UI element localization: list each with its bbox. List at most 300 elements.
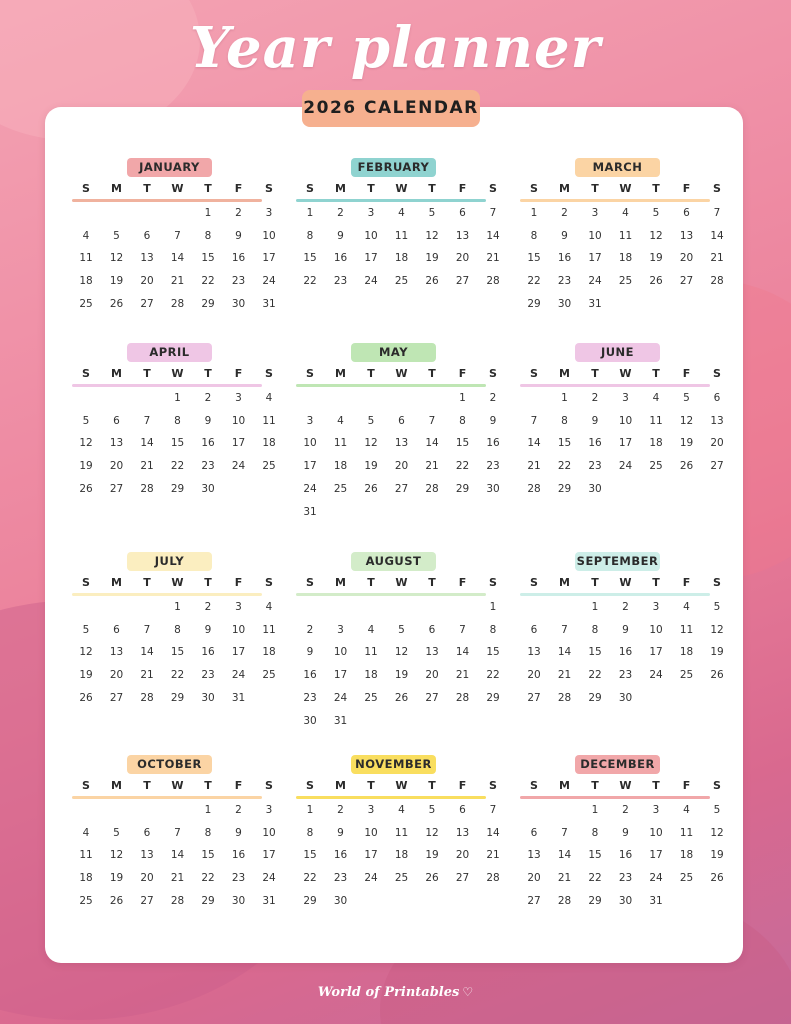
day-cell: 8 (204, 826, 212, 839)
day-cell: 25 (618, 275, 633, 288)
day-cell: 12 (649, 229, 663, 242)
day-cell: 25 (394, 872, 409, 885)
day-cell: 25 (262, 669, 276, 682)
day-cell: 5 (82, 414, 90, 427)
month-november (296, 755, 500, 935)
day-cell: 15 (486, 646, 500, 659)
weekday-header (520, 366, 721, 382)
weekday-label: W (171, 779, 184, 792)
month-august (296, 552, 500, 732)
day-cell: 22 (303, 275, 317, 288)
day-cell: 15 (588, 646, 602, 659)
day-cell: 6 (459, 804, 466, 816)
day-cell: 7 (489, 804, 497, 816)
day-cell: 19 (79, 460, 93, 473)
day-cell: 22 (201, 275, 215, 288)
day-cell: 3 (235, 392, 242, 404)
day-grid (520, 799, 724, 939)
day-cell: 12 (679, 414, 694, 427)
day-cell: 12 (425, 229, 439, 242)
day-cell: 27 (394, 482, 409, 495)
day-cell: 29 (201, 894, 215, 907)
day-cell: 11 (262, 414, 276, 427)
day-cell: 14 (557, 849, 572, 862)
day-cell: 6 (530, 623, 538, 636)
day-cell: 23 (618, 872, 633, 885)
weekday-label: M (559, 367, 570, 380)
day-cell: 25 (649, 460, 663, 473)
weekday-label: S (306, 576, 314, 589)
day-cell: 25 (364, 691, 378, 704)
weekday-label: W (171, 367, 184, 380)
day-cell: 6 (683, 207, 690, 219)
day-cell: 15 (170, 437, 185, 450)
day-grid (520, 387, 724, 527)
weekday-label: T (591, 182, 599, 195)
day-cell: 25 (679, 872, 694, 885)
day-cell: 19 (649, 252, 663, 265)
day-cell: 16 (201, 437, 215, 450)
day-cell: 18 (333, 460, 348, 473)
month-label: APRIL (127, 343, 212, 362)
day-cell: 2 (306, 623, 314, 636)
day-cell: 2 (489, 392, 497, 404)
day-cell: 27 (109, 482, 124, 495)
day-cell: 10 (303, 437, 317, 450)
day-grid (72, 387, 276, 527)
weekday-label: F (234, 367, 243, 380)
day-cell: 10 (231, 623, 246, 636)
day-cell: 5 (652, 207, 660, 219)
weekday-label: F (682, 182, 691, 195)
day-cell: 18 (364, 669, 378, 682)
day-cell: 9 (622, 826, 629, 839)
day-cell: 14 (140, 646, 154, 659)
day-cell: 16 (486, 437, 500, 450)
day-cell: 16 (618, 849, 633, 862)
day-cell: 20 (679, 252, 694, 265)
day-cell: 23 (557, 275, 572, 288)
day-cell: 22 (557, 460, 572, 473)
weekday-label: T (428, 576, 436, 589)
weekday-label: T (143, 576, 151, 589)
month-label: OCTOBER (127, 755, 212, 774)
day-grid (520, 596, 724, 736)
day-cell: 22 (170, 669, 185, 682)
day-cell: 2 (204, 392, 212, 404)
day-cell: 30 (231, 297, 246, 310)
day-cell: 1 (591, 804, 599, 816)
day-cell: 6 (143, 826, 151, 839)
day-cell: 30 (303, 714, 317, 727)
day-cell: 6 (428, 623, 436, 636)
day-cell: 7 (143, 623, 151, 636)
day-grid (296, 799, 500, 939)
weekday-label: S (265, 182, 273, 195)
day-cell: 1 (489, 601, 497, 613)
day-cell: 24 (618, 460, 633, 473)
day-cell: 5 (82, 623, 90, 636)
day-cell: 15 (303, 849, 317, 862)
weekday-label: W (395, 576, 408, 589)
day-cell: 1 (459, 392, 466, 404)
day-cell: 25 (679, 669, 694, 682)
day-cell: 3 (265, 804, 273, 816)
month-may (296, 343, 500, 523)
day-cell: 5 (398, 623, 405, 636)
day-cell: 9 (235, 826, 242, 839)
day-cell: 18 (394, 849, 409, 862)
day-cell: 11 (649, 414, 663, 427)
weekday-label: W (171, 576, 184, 589)
day-cell: 4 (82, 229, 90, 242)
day-cell: 27 (710, 460, 724, 473)
weekday-label: S (82, 576, 90, 589)
day-cell: 20 (425, 669, 439, 682)
day-cell: 1 (306, 804, 314, 816)
day-cell: 2 (337, 207, 344, 219)
month-december (520, 755, 724, 935)
day-cell: 1 (530, 207, 538, 219)
day-cell: 28 (710, 275, 724, 288)
day-cell: 28 (486, 275, 500, 288)
day-cell: 18 (262, 437, 276, 450)
weekday-label: F (682, 367, 691, 380)
month-october (72, 755, 276, 935)
day-cell: 31 (262, 894, 276, 907)
day-cell: 22 (303, 872, 317, 885)
day-cell: 31 (303, 505, 317, 518)
day-cell: 27 (455, 872, 470, 885)
weekday-header (296, 778, 497, 794)
day-cell: 26 (425, 872, 439, 885)
weekday-label: S (713, 576, 721, 589)
day-cell: 12 (394, 646, 409, 659)
day-cell: 7 (174, 229, 181, 242)
day-cell: 19 (710, 849, 724, 862)
day-cell: 29 (455, 482, 470, 495)
day-cell: 31 (333, 714, 348, 727)
month-label: MAY (351, 343, 436, 362)
day-cell: 15 (201, 849, 215, 862)
weekday-header (296, 366, 497, 382)
day-cell: 12 (425, 826, 439, 839)
weekday-label: M (335, 779, 346, 792)
day-cell: 30 (486, 482, 500, 495)
day-cell: 19 (394, 669, 409, 682)
day-cell: 7 (489, 207, 497, 219)
day-cell: 9 (591, 414, 599, 427)
day-cell: 22 (527, 275, 541, 288)
day-cell: 31 (588, 297, 602, 310)
day-cell: 13 (394, 437, 409, 450)
day-cell: 7 (143, 414, 151, 427)
day-cell: 4 (683, 804, 690, 816)
day-cell: 5 (428, 207, 436, 219)
day-cell: 21 (557, 872, 572, 885)
footer-brand-text: World of Printables (317, 985, 460, 1000)
weekday-label: T (367, 576, 375, 589)
day-cell: 20 (455, 252, 470, 265)
day-cell: 14 (170, 252, 185, 265)
day-cell: 29 (588, 691, 602, 704)
weekday-label: M (335, 576, 346, 589)
day-cell: 23 (486, 460, 500, 473)
day-cell: 23 (231, 872, 246, 885)
weekday-label: T (428, 182, 436, 195)
day-cell: 20 (455, 849, 470, 862)
day-cell: 20 (140, 872, 154, 885)
day-cell: 27 (527, 894, 541, 907)
day-cell: 14 (170, 849, 185, 862)
day-cell: 18 (79, 872, 93, 885)
day-cell: 4 (398, 804, 405, 816)
day-cell: 26 (649, 275, 663, 288)
day-cell: 29 (557, 482, 572, 495)
weekday-label: F (234, 182, 243, 195)
day-cell: 14 (455, 646, 470, 659)
day-cell: 17 (649, 849, 663, 862)
day-cell: 7 (713, 207, 721, 219)
day-cell: 3 (652, 601, 660, 613)
day-cell: 7 (561, 623, 568, 636)
day-cell: 2 (622, 804, 629, 816)
day-cell: 25 (262, 460, 276, 473)
day-cell: 1 (204, 207, 212, 219)
day-cell: 13 (527, 646, 541, 659)
weekday-label: M (111, 182, 122, 195)
day-cell: 1 (561, 392, 568, 404)
day-cell: 26 (425, 275, 439, 288)
day-cell: 17 (231, 646, 246, 659)
weekday-label: S (265, 779, 273, 792)
weekday-label: T (652, 779, 660, 792)
weekday-label: T (367, 367, 375, 380)
day-cell: 25 (333, 482, 348, 495)
day-cell: 27 (140, 297, 154, 310)
day-cell: 23 (201, 669, 215, 682)
day-cell: 24 (262, 275, 276, 288)
day-cell: 11 (364, 646, 378, 659)
day-cell: 11 (262, 623, 276, 636)
weekday-label: M (559, 576, 570, 589)
weekday-label: S (82, 779, 90, 792)
weekday-label: W (395, 367, 408, 380)
day-cell: 20 (140, 275, 154, 288)
day-cell: 26 (710, 669, 724, 682)
day-cell: 19 (425, 849, 439, 862)
day-cell: 21 (425, 460, 439, 473)
weekday-label: S (82, 367, 90, 380)
weekday-label: S (265, 367, 273, 380)
day-cell: 15 (455, 437, 470, 450)
day-cell: 12 (79, 646, 93, 659)
day-cell: 15 (588, 849, 602, 862)
weekday-header (520, 181, 721, 197)
day-cell: 11 (679, 623, 694, 636)
day-cell: 22 (486, 669, 500, 682)
day-cell: 30 (201, 482, 215, 495)
page-title: Year planner (189, 15, 602, 81)
day-cell: 28 (140, 691, 154, 704)
day-cell: 4 (652, 392, 660, 404)
weekday-label: T (428, 779, 436, 792)
day-cell: 28 (170, 894, 185, 907)
day-cell: 5 (713, 804, 721, 816)
day-cell: 30 (557, 297, 572, 310)
day-grid (520, 202, 724, 342)
day-cell: 26 (79, 482, 93, 495)
day-cell: 26 (679, 460, 694, 473)
day-cell: 16 (231, 252, 246, 265)
day-cell: 10 (588, 229, 602, 242)
weekday-label: W (395, 779, 408, 792)
day-cell: 21 (140, 460, 154, 473)
day-cell: 12 (79, 437, 93, 450)
day-cell: 28 (527, 482, 541, 495)
weekday-label: W (619, 779, 632, 792)
day-cell: 1 (306, 207, 314, 219)
day-cell: 1 (174, 392, 181, 404)
weekday-label: M (111, 576, 122, 589)
day-cell: 29 (486, 691, 500, 704)
day-cell: 28 (425, 482, 439, 495)
day-cell: 23 (333, 872, 348, 885)
day-cell: 13 (679, 229, 694, 242)
day-cell: 24 (364, 275, 378, 288)
day-cell: 8 (204, 229, 212, 242)
day-cell: 24 (303, 482, 317, 495)
weekday-label: T (652, 576, 660, 589)
weekday-label: M (111, 367, 122, 380)
day-cell: 3 (367, 804, 375, 816)
day-cell: 7 (530, 414, 538, 427)
day-cell: 18 (679, 646, 694, 659)
day-cell: 17 (364, 252, 378, 265)
day-cell: 8 (591, 623, 599, 636)
day-cell: 17 (588, 252, 602, 265)
day-cell: 2 (337, 804, 344, 816)
day-cell: 9 (489, 414, 497, 427)
day-cell: 24 (262, 872, 276, 885)
weekday-header (296, 181, 497, 197)
day-cell: 20 (527, 872, 541, 885)
day-cell: 14 (557, 646, 572, 659)
month-label: JUNE (575, 343, 660, 362)
weekday-label: S (306, 182, 314, 195)
day-cell: 31 (649, 894, 663, 907)
weekday-label: F (458, 576, 467, 589)
day-cell: 10 (364, 229, 378, 242)
day-cell: 9 (561, 229, 568, 242)
day-cell: 31 (231, 691, 246, 704)
day-cell: 11 (333, 437, 348, 450)
day-cell: 15 (303, 252, 317, 265)
day-cell: 21 (486, 252, 500, 265)
day-cell: 16 (333, 252, 348, 265)
calendar-year-badge: 2026 CALENDAR (302, 90, 480, 127)
day-cell: 8 (306, 229, 314, 242)
day-cell: 7 (459, 623, 466, 636)
weekday-label: T (652, 367, 660, 380)
day-grid (296, 202, 500, 342)
day-cell: 30 (618, 691, 633, 704)
day-cell: 28 (455, 691, 470, 704)
day-cell: 22 (455, 460, 470, 473)
day-cell: 6 (713, 392, 721, 404)
weekday-header (72, 778, 273, 794)
day-cell: 13 (109, 646, 124, 659)
day-cell: 4 (82, 826, 90, 839)
weekday-label: W (619, 367, 632, 380)
day-cell: 11 (394, 229, 409, 242)
day-cell: 13 (455, 229, 470, 242)
weekday-label: T (591, 576, 599, 589)
day-cell: 13 (710, 414, 724, 427)
day-cell: 5 (683, 392, 690, 404)
day-cell: 20 (710, 437, 724, 450)
month-july (72, 552, 276, 732)
weekday-label: F (458, 182, 467, 195)
day-cell: 29 (170, 482, 185, 495)
weekday-label: T (204, 182, 212, 195)
weekday-label: M (335, 182, 346, 195)
day-cell: 19 (109, 872, 124, 885)
month-april (72, 343, 276, 523)
day-cell: 16 (231, 849, 246, 862)
weekday-header (72, 575, 273, 591)
day-cell: 8 (561, 414, 568, 427)
day-cell: 18 (679, 849, 694, 862)
day-grid (72, 799, 276, 939)
weekday-label: S (530, 182, 538, 195)
day-cell: 26 (109, 894, 124, 907)
day-cell: 11 (679, 826, 694, 839)
month-label: JANUARY (127, 158, 212, 177)
day-cell: 26 (364, 482, 378, 495)
day-cell: 14 (486, 229, 500, 242)
day-cell: 5 (713, 601, 721, 613)
day-cell: 23 (201, 460, 215, 473)
day-cell: 30 (201, 691, 215, 704)
day-cell: 5 (113, 229, 120, 242)
weekday-header (72, 366, 273, 382)
day-cell: 28 (140, 482, 154, 495)
month-label: FEBRUARY (351, 158, 436, 177)
day-cell: 29 (201, 297, 215, 310)
day-cell: 6 (143, 229, 151, 242)
day-cell: 27 (140, 894, 154, 907)
day-cell: 13 (425, 646, 439, 659)
day-cell: 11 (394, 826, 409, 839)
day-cell: 19 (425, 252, 439, 265)
day-grid (72, 596, 276, 736)
day-cell: 6 (398, 414, 405, 427)
day-cell: 8 (306, 826, 314, 839)
day-cell: 30 (333, 894, 348, 907)
day-cell: 27 (527, 691, 541, 704)
day-cell: 4 (367, 623, 375, 636)
weekday-label: S (713, 779, 721, 792)
day-cell: 17 (649, 646, 663, 659)
day-cell: 23 (618, 669, 633, 682)
day-cell: 19 (679, 437, 694, 450)
day-cell: 8 (489, 623, 497, 636)
day-cell: 27 (425, 691, 439, 704)
day-cell: 26 (79, 691, 93, 704)
day-cell: 5 (113, 826, 120, 839)
day-cell: 14 (425, 437, 439, 450)
